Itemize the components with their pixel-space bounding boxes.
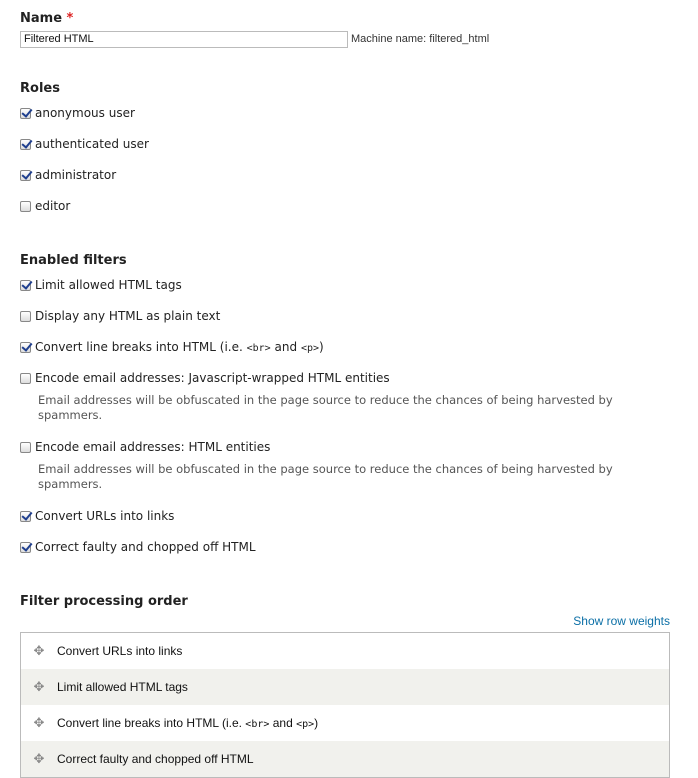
checkbox-unchecked-icon (20, 201, 31, 212)
row-label: Limit allowed HTML tags (57, 680, 188, 694)
role-editor-checkbox[interactable] (20, 199, 70, 213)
checkbox-unchecked-icon (20, 311, 31, 322)
checkbox-label: anonymous user (35, 106, 135, 120)
table-row[interactable] (21, 669, 669, 705)
checkbox-checked-icon (20, 280, 31, 291)
row-label (57, 716, 318, 730)
code-p: <p> (300, 343, 319, 354)
filter-description: Email addresses will be obfuscated in the page source to reduce the chances of being harvested by spammers. (38, 462, 613, 491)
label-part: ) (319, 340, 324, 354)
checkbox-label: administrator (35, 168, 117, 182)
row-label: Correct faulty and chopped off HTML (57, 752, 254, 766)
code-p: <p> (296, 719, 315, 730)
checkbox-label: Convert URLs into links (35, 509, 175, 523)
required-marker: * (66, 11, 74, 26)
label-part: and (270, 340, 301, 354)
row-label: Convert URLs into links (57, 644, 183, 658)
filter-plain-text-checkbox[interactable] (20, 309, 220, 323)
filter-order-table (20, 632, 670, 778)
filter-email-html-checkbox[interactable] (20, 440, 270, 454)
order-heading: Filter processing order (20, 594, 188, 609)
label-part: and (269, 716, 297, 730)
filter-line-breaks-checkbox[interactable] (20, 340, 324, 354)
label-part: Convert line breaks into HTML (i.e. (35, 340, 247, 354)
table-row[interactable] (21, 705, 669, 741)
roles-heading: Roles (20, 81, 60, 96)
checkbox-label: editor (35, 199, 71, 213)
checkbox-checked-icon (20, 139, 31, 150)
checkbox-unchecked-icon (20, 442, 31, 453)
checkbox-label: Encode email addresses: Javascript-wrapped HTML entities (35, 371, 390, 385)
drag-handle-icon[interactable]: ✥ (33, 643, 45, 658)
checkbox-unchecked-icon (20, 373, 31, 384)
checkbox-checked-icon (20, 170, 31, 181)
drag-handle-icon[interactable]: ✥ (33, 679, 45, 694)
show-row-weights-link[interactable]: Show row weights (573, 614, 670, 628)
checkbox-label: Encode email addresses: HTML entities (35, 440, 271, 454)
checkbox-checked-icon (20, 511, 31, 522)
filter-correct-html-checkbox[interactable] (20, 540, 256, 554)
checkbox-checked-icon (20, 108, 31, 119)
checkbox-label: Correct faulty and chopped off HTML (35, 540, 256, 554)
table-row[interactable] (21, 741, 669, 777)
name-input[interactable]: Filtered HTML (20, 31, 348, 48)
code-br: <br> (245, 719, 270, 730)
checkbox-checked-icon (20, 542, 31, 553)
filters-heading: Enabled filters (20, 253, 127, 268)
checkbox-label: authenticated user (35, 137, 149, 151)
role-authenticated-checkbox[interactable] (20, 137, 149, 151)
code-br: <br> (246, 343, 271, 354)
checkbox-checked-icon (20, 342, 31, 353)
machine-name: Machine name: filtered_html (351, 33, 490, 45)
role-administrator-checkbox[interactable] (20, 168, 116, 182)
filter-email-js-checkbox[interactable] (20, 371, 390, 385)
filter-description: Email addresses will be obfuscated in the page source to reduce the chances of being harvested by spammers. (38, 393, 613, 422)
filter-urls-checkbox[interactable] (20, 509, 174, 523)
label-part: Convert line breaks into HTML (i.e. (57, 716, 246, 730)
name-label (20, 11, 73, 26)
drag-handle-icon[interactable]: ✥ (33, 751, 45, 766)
label-part: ) (314, 716, 319, 730)
table-row[interactable] (21, 633, 669, 669)
checkbox-label: Display any HTML as plain text (35, 309, 221, 323)
checkbox-label: Limit allowed HTML tags (35, 278, 182, 292)
drag-handle-icon[interactable]: ✥ (33, 715, 45, 730)
filter-html-tags-checkbox[interactable] (20, 278, 182, 292)
name-label-text: Name (20, 11, 63, 26)
role-anonymous-checkbox[interactable] (20, 106, 135, 120)
checkbox-label (35, 340, 324, 354)
